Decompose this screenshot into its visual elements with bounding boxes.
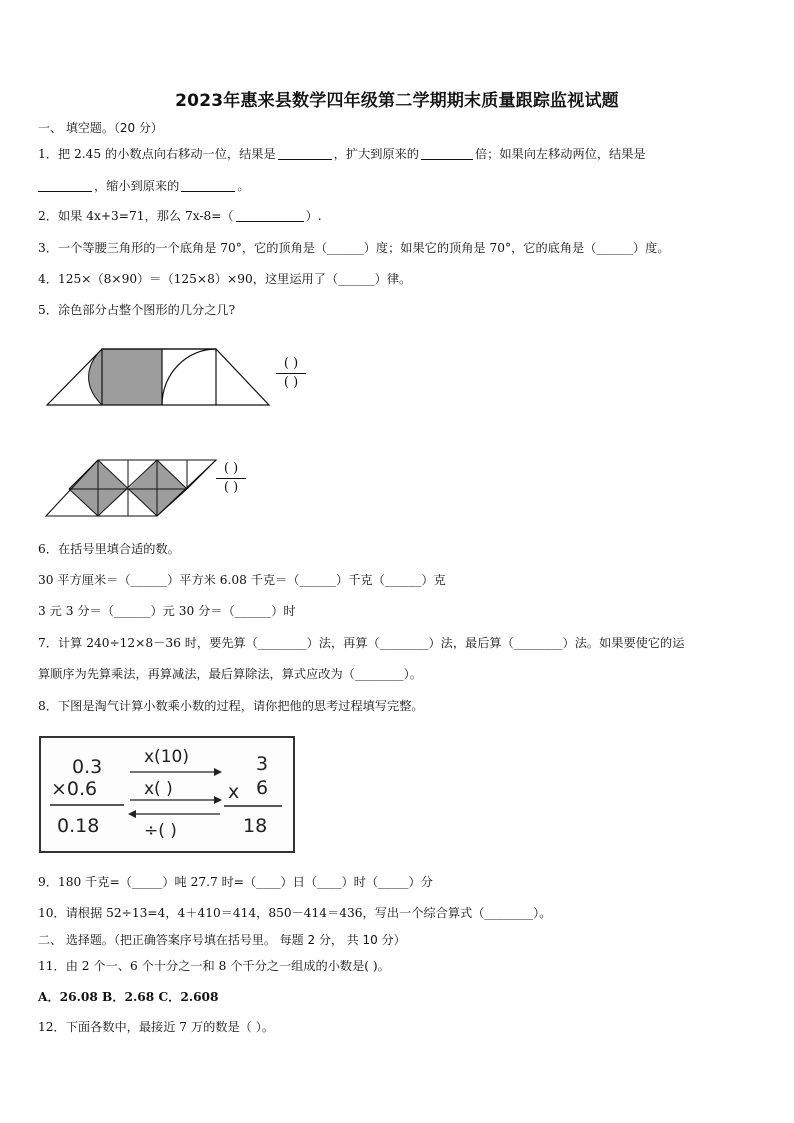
fig-arrow3-label[interactable]: ÷( ) — [144, 821, 177, 841]
question-7-line1: 7．计算 240÷12×8－36 时，要先算（________）法，再算（________）法，最后算（________）法。如果要使它的运 — [38, 636, 685, 650]
question-6: 6．在括号里填合适的数。 — [38, 542, 180, 556]
q1-blank-4[interactable] — [181, 179, 235, 192]
fig-arrow2-label[interactable]: x( ) — [144, 779, 173, 799]
q5-fraction-1[interactable] — [274, 356, 308, 391]
multiplication-process-figure — [38, 734, 296, 854]
q1-blank-3[interactable] — [38, 179, 92, 192]
fig-factor-2: ×0.6 — [51, 778, 98, 800]
question-4: 4．125×（8×90）＝（125×8）×90，这里运用了（______）律。 — [38, 272, 412, 286]
q5-frac2-top: ( ) — [223, 461, 239, 476]
q5-frac2-bottom: ( ) — [223, 480, 239, 495]
fig-int-factor-2: 6 — [256, 777, 269, 799]
q2-text-a: 2．如果 4x+3=71，那么 7x-8=（ — [38, 209, 234, 223]
q1-text-e: 。 — [237, 179, 250, 193]
question-3: 3．一个等腰三角形的一个底角是 70°，它的顶角是（______）度；如果它的顶角是 70°，它的底角是（______）度。 — [38, 241, 670, 255]
page-title: 2023年惠来县数学四年级第二学期期末质量跟踪监视试题 — [175, 91, 619, 111]
shaded-parallelogram-figure — [44, 456, 220, 520]
fig-times: x — [228, 781, 240, 803]
fig-product: 0.18 — [57, 815, 100, 837]
question-8: 8．下图是淘气计算小数乘小数的过程，请你把他的思考过程填写完整。 — [38, 699, 424, 713]
q1-blank-1[interactable] — [278, 147, 332, 160]
q5-frac1-bottom: ( ) — [283, 375, 299, 390]
question-5: 5．涂色部分占整个图形的几分之几? — [38, 303, 236, 317]
arc-right — [162, 349, 216, 405]
fig-factor-1: 0.3 — [72, 756, 103, 778]
q1-blank-2[interactable] — [421, 147, 473, 160]
fig-int-product: 18 — [243, 815, 268, 837]
q5-frac1-top: ( ) — [283, 356, 299, 371]
question-10: 10．请根据 52÷13=4，4＋410＝414，850－414＝436，写出一个综合算式（________）。 — [38, 906, 552, 920]
shaded-trapezoid-figure — [44, 344, 274, 410]
q1-text-c: 倍；如果向左移动两位，结果是 — [474, 147, 646, 161]
shaded-region — [89, 349, 162, 405]
question-11-options: A．26.08 B．2.68 C．2.608 — [38, 990, 219, 1004]
fig-int-factor-1: 3 — [256, 753, 269, 775]
q2-blank[interactable] — [236, 209, 304, 222]
question-1-line1 — [38, 146, 762, 162]
question-6-row2: 3 元 3 分＝（______）元 30 分＝（______）时 — [38, 604, 296, 618]
question-12: 12．下面各数中，最接近 7 万的数是（ ）。 — [38, 1020, 274, 1034]
q1-text-b: ，扩大到原来的 — [333, 147, 419, 161]
question-1-line2 — [38, 178, 762, 194]
fig-arrow1-label: x(10) — [144, 747, 189, 767]
q5-fraction-2[interactable] — [214, 461, 248, 496]
q1-text-a: 1．把 2.45 的小数点向右移动一位，结果是 — [38, 147, 276, 161]
question-11: 11．由 2 个一、6 个十分之一和 8 个千分之一组成的小数是( )。 — [38, 959, 390, 973]
section2-heading: 二、 选择题。（把正确答案序号填在括号里。 每题 2 分， 共 10 分） — [38, 933, 406, 947]
question-6-row1: 30 平方厘米＝（______）平方米 6.08 千克＝（______）千克（______）克 — [38, 573, 446, 587]
section1-heading: 一、 填空题。（20 分） — [38, 121, 163, 135]
question-9: 9．180 千克=（_____）吨 27.7 时=（____）日（____）时（_____）分 — [38, 875, 433, 889]
question-2 — [38, 208, 762, 224]
q1-text-d: ，缩小到原来的 — [94, 179, 180, 193]
q2-text-b: ）. — [305, 209, 322, 223]
question-7-line2: 算顺序为先算乘法，再算减法，最后算除法，算式应改为（________）。 — [38, 667, 422, 681]
